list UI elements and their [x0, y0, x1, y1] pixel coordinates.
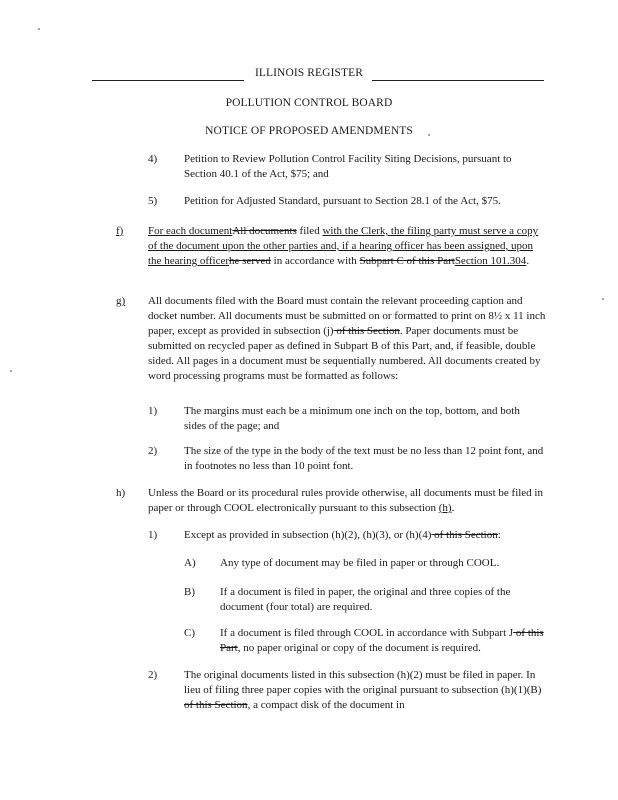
f-inserted-2: with the Clerk, the filing party must serve a copy of the document upon the other parties and, if a hearing officer has been assigned, upon the hearing officer: [148, 225, 539, 267]
notice-title: NOTICE OF PROPOSED AMENDMENTS: [205, 125, 413, 137]
h-text-2: .: [451, 502, 455, 514]
scan-speck: [38, 28, 40, 30]
scan-speck: [10, 370, 12, 372]
h-1-C-text-1: If a document is filed through COOL in accordance with Subpart J: [220, 627, 514, 639]
subsection-g-text: [148, 294, 546, 384]
h-1-A-label: A): [184, 557, 196, 569]
item-4-label: 4): [148, 153, 158, 165]
board-title: POLLUTION CONTROL BOARD: [225, 97, 393, 109]
scan-speck: [602, 298, 604, 300]
subsection-f-label: f): [116, 225, 124, 237]
g-text-2: . Paper documents must be submitted on recycled paper as defined in Subpart B of this Part, and, if feasible, double sided. All pages in a document must be sequentially numbered. All documents created by word processing programs must be formatted as follows:: [148, 325, 541, 382]
h-1-text: [184, 528, 546, 543]
g-text-1: All documents filed with the Board must contain the relevant proceeding caption and docket number. All documents must be submitted on or formatted to print on 8½ x 11 inch paper, except as provided in subsection (j): [148, 295, 546, 337]
subsection-g-label: g): [116, 295, 126, 307]
f-inserted-1: For each document: [148, 225, 233, 237]
h-2-label: 2): [148, 669, 158, 681]
h-1-C-text: [220, 626, 546, 656]
h-1-C-label: C): [184, 627, 195, 639]
item-5-text: Petition for Adjusted Standard, pursuant to Section 28.1 of the Act, $75.: [184, 195, 501, 207]
h-2-text: [184, 668, 546, 713]
h-1-deleted: of this Section: [431, 529, 498, 541]
f-text-3: in accordance with: [270, 255, 360, 267]
h-1-B-text: If a document is filed in paper, the original and three copies of the document (four total) are required.: [220, 586, 511, 613]
subsection-h-label: h): [116, 487, 126, 499]
g-deleted-1: of this Section: [333, 325, 400, 337]
g-1-label: 1): [148, 405, 158, 417]
subsection-f-text: [148, 224, 546, 269]
header-rule-left: [92, 80, 244, 81]
h-2-deleted: of this Section: [184, 699, 248, 711]
f-deleted-2: he served: [229, 255, 271, 267]
f-text-4: .: [526, 255, 530, 267]
g-1-text: The margins must each be a minimum one inch on the top, bottom, and both sides of the page; and: [184, 405, 520, 432]
h-text-1: Unless the Board or its procedural rules provide otherwise, all documents must be filed in paper or through COOL electronically pursuant to this subsection: [148, 487, 543, 514]
register-title: ILLINOIS REGISTER: [254, 67, 364, 79]
h-1-C-deleted: of this Part: [220, 627, 544, 654]
f-deleted-1: All documents: [232, 225, 297, 237]
h-1-C-text-2: , no paper original or copy of the document is required.: [237, 642, 481, 654]
h-2-text-1: The original documents listed in this subsection (h)(2) must be filed in paper. In lieu of filing three paper copies with the original pursuant to subsection (h)(1)(B): [184, 669, 542, 696]
header-rule-right: [372, 80, 544, 81]
scan-speck: [428, 134, 430, 136]
item-4-text: Petition to Review Pollution Control Facility Siting Decisions, pursuant to Section 40.1 of the Act, $75; and: [184, 153, 512, 180]
g-2-label: 2): [148, 445, 158, 457]
h-1-A-text: Any type of document may be filed in paper or through COOL.: [220, 557, 500, 569]
h-2-text-2: , a compact disk of the document in: [247, 699, 405, 711]
f-text-2: filed: [296, 225, 323, 237]
h-inserted-1: (h): [438, 502, 452, 514]
item-5-label: 5): [148, 195, 158, 207]
f-deleted-3: Subpart C of this Part: [359, 255, 455, 267]
h-1-B-label: B): [184, 586, 195, 598]
h-1-text-2: :: [497, 529, 501, 541]
subsection-h-text: [148, 486, 546, 516]
h-1-label: 1): [148, 529, 158, 541]
g-2-text: The size of the type in the body of the text must be no less than 12 point font, and in footnotes no less than 10 point font.: [184, 445, 544, 472]
h-1-text-1: Except as provided in subsection (h)(2), (h)(3), or (h)(4): [184, 529, 432, 541]
f-inserted-3: Section 101.304: [454, 255, 527, 267]
